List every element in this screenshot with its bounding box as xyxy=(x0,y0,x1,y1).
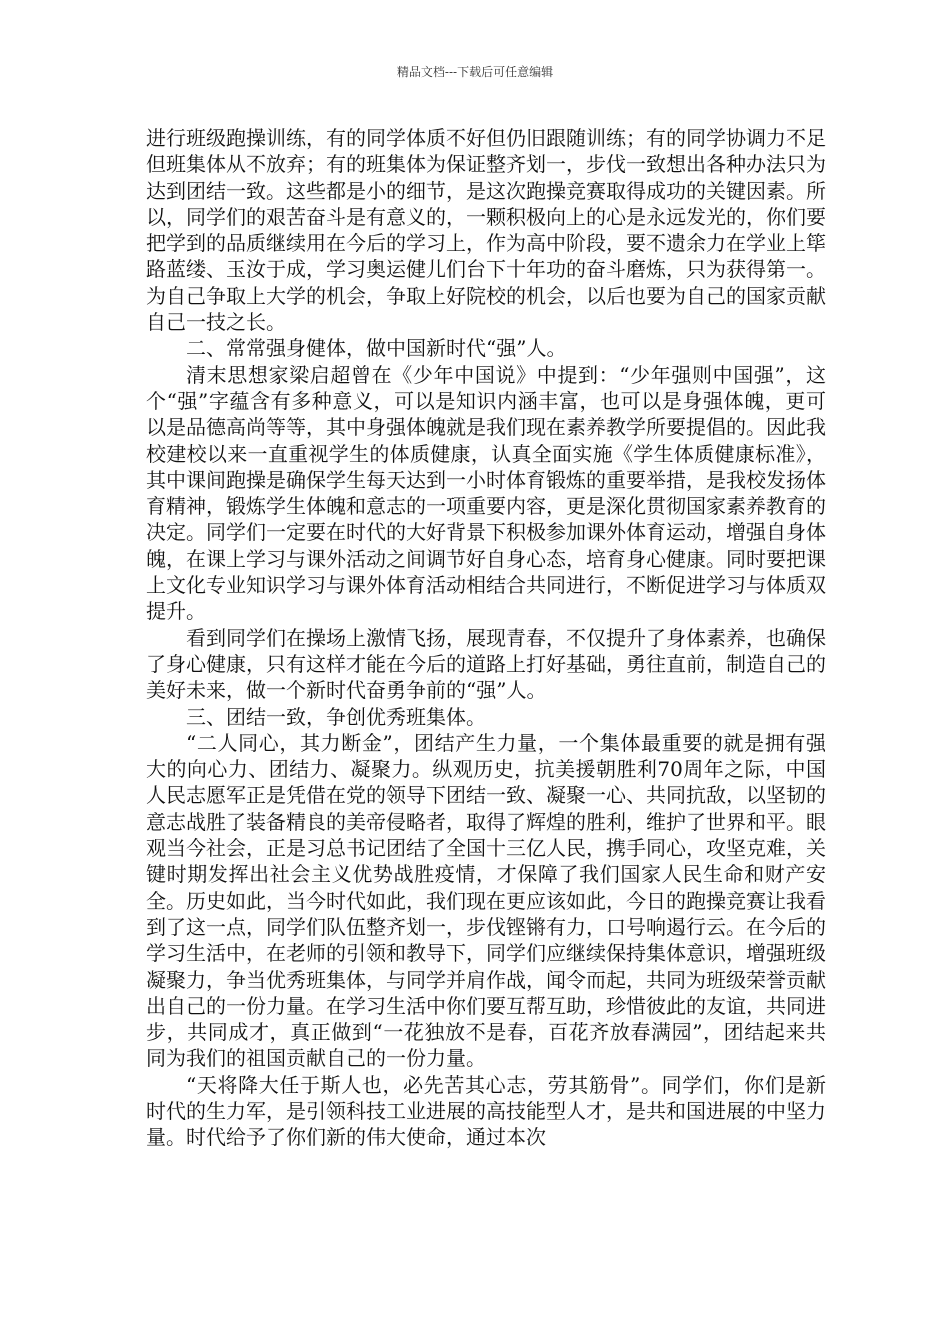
page-header: 精品文档---下载后可任意编辑 xyxy=(396,65,554,79)
body-paragraph: 看到同学们在操场上激情飞扬，展现青春，不仅提升了身体素养，也确保了身心健康，只有这样才能在今后的道路上打好基础，勇往直前，制造自己的美好未来，做一个新时代奋勇争前的“强”人。 xyxy=(146,625,826,703)
document-body xyxy=(146,125,826,1151)
section-heading: 二、常常强身健体，做中国新时代“强”人。 xyxy=(186,336,567,361)
body-paragraph: “天将降大任于斯人也，必先苦其心志，劳其筋骨”。同学们，你们是新时代的生力军，是引领科技工业进展的高技能型人才，是共和国进展的中坚力量。时代给予了你们新的伟大使命，通过本次 xyxy=(146,1072,826,1150)
body-paragraph: 清末思想家梁启超曾在《少年中国说》中提到：“少年强则中国强”，这个“强”字蕴含有多种意义，可以是知识内涵丰富，也可以是身强体魄，更可以是品德高尚等等，其中身强体魄就是我们现在素养教学所要提倡的。因此我校建校以来一直重视学生的体质健康，认真全面实施《学生体质健康标准》，其中课间跑操是确保学生每天达到一小时体育锻炼的重要举措，是我校发扬体育精神，锻炼学生体魄和意志的一项重要内容，更是深化贯彻国家素养教育的决定。同学们一定要在时代的大好背景下积极参加课外体育运动，增强自身体魄，在课上学习与课外活动之间调节好自身心态，培育身心健康。同时要把课上文化专业知识学习与课外体育活动相结合共同进行，不断促进学习与体质双提升。 xyxy=(146,362,826,624)
body-paragraph: 进行班级跑操训练，有的同学体质不好但仍旧跟随训练；有的同学协调力不足但班集体从不放弃；有的班集体为保证整齐划一，步伐一致想出各种办法只为达到团结一致。这些都是小的细节，是这次跑操竞赛取得成功的关键因素。所以，同学们的艰苦奋斗是有意义的，一颗积极向上的心是永远发光的，你们要把学到的品质继续用在今后的学习上，作为高中阶段，要不遗余力在学业上筚路蓝缕、玉汝于成，学习奥运健儿们台下十年功的奋斗磨炼，只为获得第一。为自己争取上大学的机会，争取上好院校的机会，以后也要为自己的国家贡献自己一技之长。 xyxy=(146,126,826,335)
body-paragraph: “二人同心，其力断金”，团结产生力量，一个集体最重要的就是拥有强大的向心力、团结力、凝聚力。纵观历史，抗美援朝胜利70周年之际，中国人民志愿军正是凭借在党的领导下团结一致、凝聚一心、共同抗敌，以坚韧的意志战胜了装备精良的美帝侵略者，取得了辉煌的胜利，维护了世界和平。眼观当今社会，正是习总书记团结了全国十三亿人民，携手同心，攻坚克难，关键时期发挥出社会主义优势战胜疫情，才保障了我们国家人民生命和财产安全。历史如此，当今时代如此，我们现在更应该如此，今日的跑操竞赛让我看到了这一点，同学们队伍整齐划一，步伐铿锵有力，口号响遏行云。在今后的学习生活中，在老师的引领和教导下，同学们应继续保持集体意识，增强班级凝聚力，争当优秀班集体，与同学并肩作战，闻令而起，共同为班级荣誉贡献出自己的一份力量。在学习生活中你们要互帮互助，珍惜彼此的友谊，共同进步，共同成才，真正做到“一花独放不是春，百花齐放春满园”，团结起来共同为我们的祖国贡献自己的一份力量。 xyxy=(146,730,826,1071)
section-heading: 三、团结一致，争创优秀班集体。 xyxy=(186,704,486,729)
